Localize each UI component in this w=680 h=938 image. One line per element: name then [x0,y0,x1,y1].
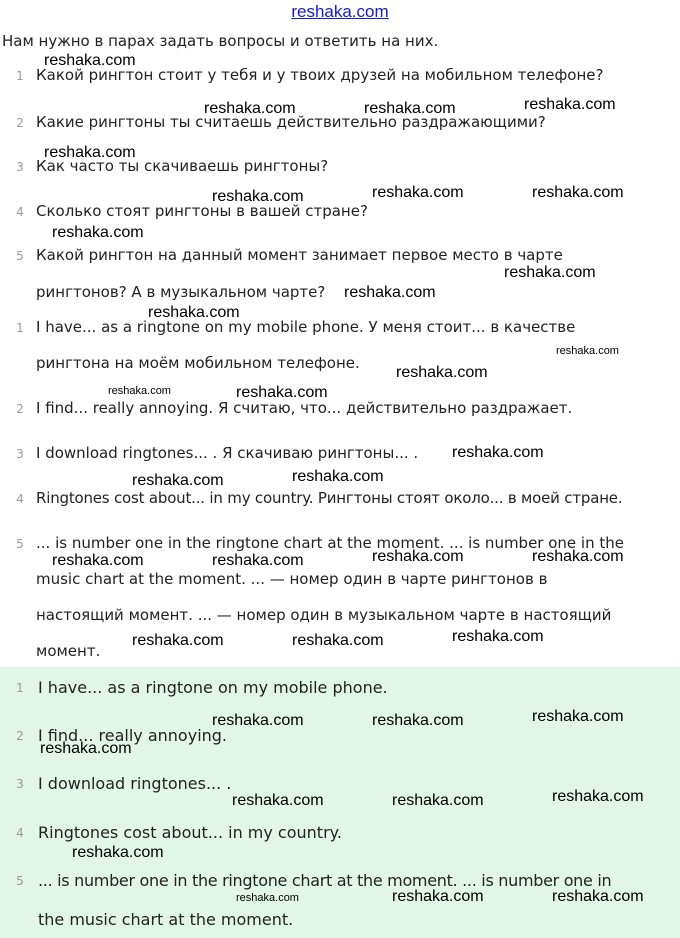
item-number: 4 [16,826,24,840]
watermark: reshaka.com [372,548,464,565]
watermark: reshaka.com [396,364,488,381]
watermark: reshaka.com [452,444,544,461]
watermark: reshaka.com [552,788,644,805]
watermark: reshaka.com [236,892,299,904]
item-text: the music chart at the moment. [38,910,294,929]
item-text: ... is number one in the ringtone chart at the moment. ... is number one in [38,871,612,890]
watermark: reshaka.com [44,52,136,69]
item-number: 3 [16,777,24,791]
item-text: ... is number one in the ringtone chart at the moment. ... is number one in the [36,534,624,552]
watermark: reshaka.com [132,632,224,649]
site-link[interactable]: reshaka.com [291,2,389,21]
item-number: 4 [16,205,24,219]
watermark: reshaka.com [72,844,164,861]
item-text: рингтонов? А в музыкальном чарте? [36,283,326,301]
watermark: reshaka.com [452,628,544,645]
item-number: 3 [16,160,24,174]
watermark: reshaka.com [148,304,240,321]
watermark: reshaka.com [532,548,624,565]
item-number: 5 [16,874,24,888]
watermark: reshaka.com [532,184,624,201]
item-number: 1 [16,69,24,83]
watermark: reshaka.com [212,712,304,729]
watermark: reshaka.com [392,888,484,905]
watermark: reshaka.com [52,552,144,569]
watermark: reshaka.com [292,632,384,649]
watermark: reshaka.com [364,100,456,117]
item-text: рингтона на моём мобильном телефоне. [36,354,360,372]
watermark: reshaka.com [44,144,136,161]
watermark: reshaka.com [556,345,619,357]
item-text: I download ringtones... . Я скачиваю рингтоны... . [36,444,419,462]
item-text: I download ringtones... . [38,774,232,793]
watermark: reshaka.com [372,712,464,729]
watermark: reshaka.com [212,188,304,205]
item-number: 2 [16,402,24,416]
item-text: I have... as a ringtone on my mobile phone. У меня стоит... в качестве [36,318,576,336]
item-number: 5 [16,537,24,551]
item-text: настоящий момент. ... — номер один в музыкальном чарте в настоящий [36,606,612,624]
item-number: 2 [16,116,24,130]
watermark: reshaka.com [292,468,384,485]
watermark: reshaka.com [372,184,464,201]
watermark: reshaka.com [532,708,624,725]
intro-text: Нам нужно в парах задать вопросы и ответить на них. [2,32,439,50]
item-text: Как часто ты скачиваешь рингтоны? [36,157,329,175]
item-text: I have... as a ringtone on my mobile phone. [38,678,388,697]
item-text: Какой рингтон на данный момент занимает первое место в чарте [36,246,563,264]
item-number: 3 [16,447,24,461]
item-number: 1 [16,681,24,695]
item-text: Какой рингтон стоит у тебя и у твоих друзей на мобильном телефоне? [36,66,604,84]
item-number: 4 [16,492,24,506]
watermark: reshaka.com [40,740,132,757]
watermark: reshaka.com [212,552,304,569]
item-text: I find... really annoying. Я считаю, что... действительно раздражает. [36,399,573,417]
watermark: reshaka.com [52,224,144,241]
item-text: Сколько стоят рингтоны в вашей стране? [36,202,368,220]
watermark: reshaka.com [552,888,644,905]
watermark: reshaka.com [524,96,616,113]
watermark: reshaka.com [204,100,296,117]
item-text: music chart at the moment. ... — номер один в чарте рингтонов в [36,570,548,588]
item-text: Ringtones cost about... in my country. Рингтоны стоят около... в моей стране. [36,489,623,507]
watermark: reshaka.com [392,792,484,809]
watermark: reshaka.com [232,792,324,809]
watermark: reshaka.com [344,284,436,301]
item-text: Какие рингтоны ты считаешь действительно раздражающими? [36,113,546,131]
watermark: reshaka.com [132,472,224,489]
watermark: reshaka.com [504,264,596,281]
item-number: 2 [16,729,24,743]
item-number: 1 [16,321,24,335]
item-number: 5 [16,249,24,263]
item-text: момент. [36,642,101,660]
watermark: reshaka.com [236,384,328,401]
item-text: Ringtones cost about... in my country. [38,823,342,842]
watermark: reshaka.com [108,385,171,397]
item-text: I find... really annoying. [38,726,228,745]
